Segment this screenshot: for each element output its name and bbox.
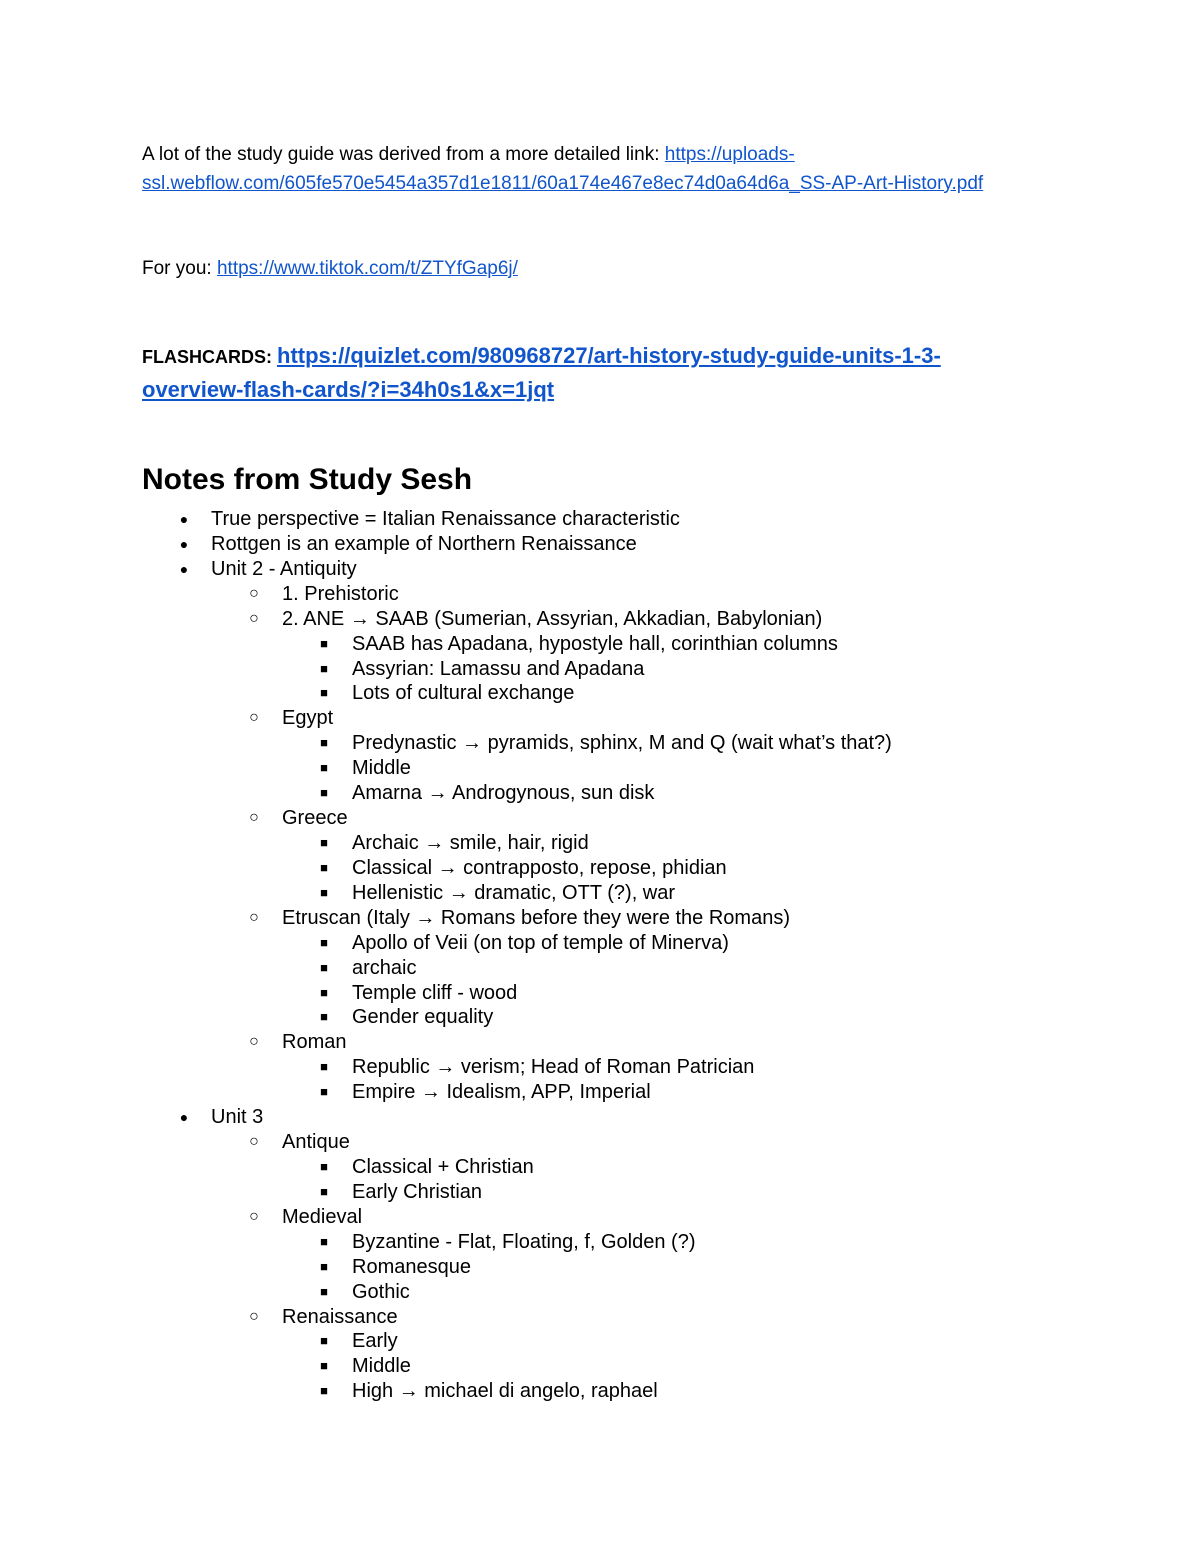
list-item-text: archaic bbox=[352, 956, 417, 979]
list-item bbox=[0, 1105, 1200, 1130]
list-item-text: Early Christian bbox=[352, 1180, 483, 1203]
list-item bbox=[0, 1379, 1200, 1404]
bullet-disc-icon: ● bbox=[179, 560, 189, 577]
list-item bbox=[0, 956, 1200, 981]
bullet-square-icon: ■ bbox=[320, 1258, 328, 1274]
study-guide-pdf-link[interactable]: https://uploads-ssl.webflow.com/605fe570e5454a357d1e1811/60a174e467e8ec74d0a64d6a_SS-AP-Art-History.pdf bbox=[142, 144, 984, 194]
list-item bbox=[0, 1230, 1200, 1255]
bullet-square-icon: ■ bbox=[320, 1283, 328, 1299]
list-item-text: Assyrian: Lamassu and Apadana bbox=[352, 657, 645, 680]
list-item-text: Middle bbox=[352, 757, 411, 780]
list-item bbox=[0, 831, 1200, 856]
list-item bbox=[0, 881, 1200, 906]
list-item-text: Archaic → smile, hair, rigid bbox=[352, 831, 589, 854]
bullet-square-icon: ■ bbox=[320, 1233, 328, 1249]
list-item-text: True perspective = Italian Renaissance characteristic bbox=[211, 508, 680, 530]
list-item-text: Medieval bbox=[282, 1205, 363, 1228]
list-item bbox=[0, 657, 1200, 682]
bullet-circle-icon: ○ bbox=[249, 1207, 259, 1225]
list-item bbox=[0, 557, 1200, 582]
list-item-text: Apollo of Veii (on top of temple of Minerva) bbox=[352, 931, 729, 954]
list-item-text: Classical → contrapposto, repose, phidian bbox=[352, 856, 727, 879]
bullet-square-icon: ■ bbox=[320, 635, 328, 651]
list-item bbox=[0, 582, 1200, 607]
list-item-text: Etruscan (Italy → Romans before they were the Romans) bbox=[282, 906, 790, 929]
bullet-circle-icon: ○ bbox=[249, 609, 259, 627]
list-item bbox=[0, 856, 1200, 881]
list-item bbox=[0, 756, 1200, 781]
bullet-square-icon: ■ bbox=[320, 760, 328, 776]
list-item bbox=[0, 1055, 1200, 1080]
bullet-square-icon: ■ bbox=[320, 834, 328, 850]
list-item bbox=[0, 1255, 1200, 1280]
notes-list bbox=[0, 507, 1200, 1404]
bullet-square-icon: ■ bbox=[320, 859, 328, 875]
list-item bbox=[0, 981, 1200, 1006]
bullet-square-icon: ■ bbox=[320, 785, 328, 801]
bullet-square-icon: ■ bbox=[320, 1084, 328, 1100]
list-item-text: Gothic bbox=[352, 1280, 410, 1303]
bullet-square-icon: ■ bbox=[320, 1383, 328, 1399]
list-item-text: Rottgen is an example of Northern Renaissance bbox=[211, 532, 637, 555]
bullet-square-icon: ■ bbox=[320, 984, 328, 1000]
list-item-text: Classical + Christian bbox=[352, 1155, 534, 1178]
list-item-text: Unit 2 - Antiquity bbox=[211, 557, 357, 580]
bullet-circle-icon: ○ bbox=[249, 1133, 259, 1151]
bullet-square-icon: ■ bbox=[320, 660, 328, 676]
bullet-square-icon: ■ bbox=[320, 1183, 328, 1199]
list-item-text: Hellenistic → dramatic, OTT (?), war bbox=[352, 881, 676, 904]
bullet-circle-icon: ○ bbox=[249, 908, 259, 926]
bullet-disc-icon: ● bbox=[179, 511, 189, 527]
list-item-text: Romanesque bbox=[352, 1255, 471, 1278]
list-item-text: Early bbox=[352, 1330, 398, 1353]
bullet-square-icon: ■ bbox=[320, 735, 328, 751]
bullet-square-icon: ■ bbox=[320, 934, 328, 950]
list-item bbox=[0, 1280, 1200, 1305]
bullet-disc-icon: ● bbox=[179, 535, 189, 552]
list-item-text: Greece bbox=[282, 807, 348, 830]
list-item bbox=[0, 931, 1200, 956]
quizlet-flashcards-link[interactable]: https://quizlet.com/980968727/art-history-study-guide-units-1-3-overview-flash-cards/?i=34h0s1&x=1jqt bbox=[142, 343, 941, 402]
list-item bbox=[0, 806, 1200, 831]
flashcards-paragraph bbox=[142, 340, 1042, 408]
list-item-text: Egypt bbox=[282, 707, 334, 730]
list-item bbox=[0, 1205, 1200, 1230]
list-item-text: Empire → Idealism, APP, Imperial bbox=[352, 1081, 651, 1104]
list-item-text: SAAB has Apadana, hypostyle hall, corinthian columns bbox=[352, 632, 838, 655]
list-item bbox=[0, 1354, 1200, 1379]
bullet-square-icon: ■ bbox=[320, 1333, 328, 1349]
bullet-circle-icon: ○ bbox=[249, 1033, 259, 1051]
list-item-text: Republic → verism; Head of Roman Patrician bbox=[352, 1056, 755, 1079]
bullet-square-icon: ■ bbox=[320, 1009, 328, 1025]
list-item bbox=[0, 1005, 1200, 1030]
bullet-square-icon: ■ bbox=[320, 1158, 328, 1174]
list-item-text: Amarna → Androgynous, sun disk bbox=[352, 782, 655, 805]
list-item-text: 1. Prehistoric bbox=[282, 582, 399, 605]
list-item-text: Byzantine - Flat, Floating, f, Golden (?) bbox=[352, 1230, 696, 1253]
notes-heading: Notes from Study Sesh bbox=[142, 463, 473, 496]
for-you-label: For you: bbox=[142, 258, 217, 279]
list-item bbox=[0, 781, 1200, 806]
list-item-text: Renaissance bbox=[282, 1305, 398, 1328]
flashcards-label: FLASHCARDS: bbox=[142, 347, 277, 367]
list-item bbox=[0, 906, 1200, 931]
list-item-text: Antique bbox=[282, 1131, 350, 1154]
list-item-text: Gender equality bbox=[352, 1006, 494, 1029]
list-item bbox=[0, 1080, 1200, 1105]
list-item bbox=[0, 632, 1200, 657]
bullet-square-icon: ■ bbox=[320, 884, 328, 900]
for-you-paragraph bbox=[142, 254, 1042, 283]
bullet-circle-icon: ○ bbox=[249, 809, 259, 827]
bullet-square-icon: ■ bbox=[320, 959, 328, 975]
list-item-text: Roman bbox=[282, 1031, 347, 1054]
list-item bbox=[0, 507, 1200, 532]
list-item bbox=[0, 1155, 1200, 1180]
list-item bbox=[0, 1305, 1200, 1330]
list-item-text: Lots of cultural exchange bbox=[352, 682, 575, 705]
list-item bbox=[0, 607, 1200, 632]
list-item bbox=[0, 532, 1200, 557]
bullet-circle-icon: ○ bbox=[249, 584, 259, 602]
bullet-circle-icon: ○ bbox=[249, 1307, 259, 1325]
bullet-square-icon: ■ bbox=[320, 1059, 328, 1075]
list-item bbox=[0, 1180, 1200, 1205]
list-item-text: Middle bbox=[352, 1355, 411, 1378]
tiktok-link[interactable]: https://www.tiktok.com/t/ZTYfGap6j/ bbox=[216, 258, 518, 279]
intro-paragraph bbox=[142, 140, 1042, 198]
list-item-text: Unit 3 bbox=[211, 1106, 264, 1129]
list-item bbox=[0, 1329, 1200, 1354]
bullet-disc-icon: ● bbox=[179, 1109, 189, 1126]
list-item bbox=[0, 706, 1200, 731]
list-item bbox=[0, 681, 1200, 706]
bullet-square-icon: ■ bbox=[320, 685, 328, 701]
list-item-text: High → michael di angelo, raphael bbox=[352, 1380, 658, 1403]
list-item-text: 2. ANE → SAAB (Sumerian, Assyrian, Akkadian, Babylonian) bbox=[282, 607, 823, 630]
list-item-text: Predynastic → pyramids, sphinx, M and Q (wait what’s that?) bbox=[352, 732, 892, 755]
list-item bbox=[0, 731, 1200, 756]
list-item bbox=[0, 1030, 1200, 1055]
bullet-square-icon: ■ bbox=[320, 1358, 328, 1374]
list-item-text: Temple cliff - wood bbox=[352, 981, 518, 1004]
bullet-circle-icon: ○ bbox=[249, 709, 259, 727]
intro-text: A lot of the study guide was derived from a more detailed link: bbox=[142, 144, 665, 165]
list-item bbox=[0, 1130, 1200, 1155]
